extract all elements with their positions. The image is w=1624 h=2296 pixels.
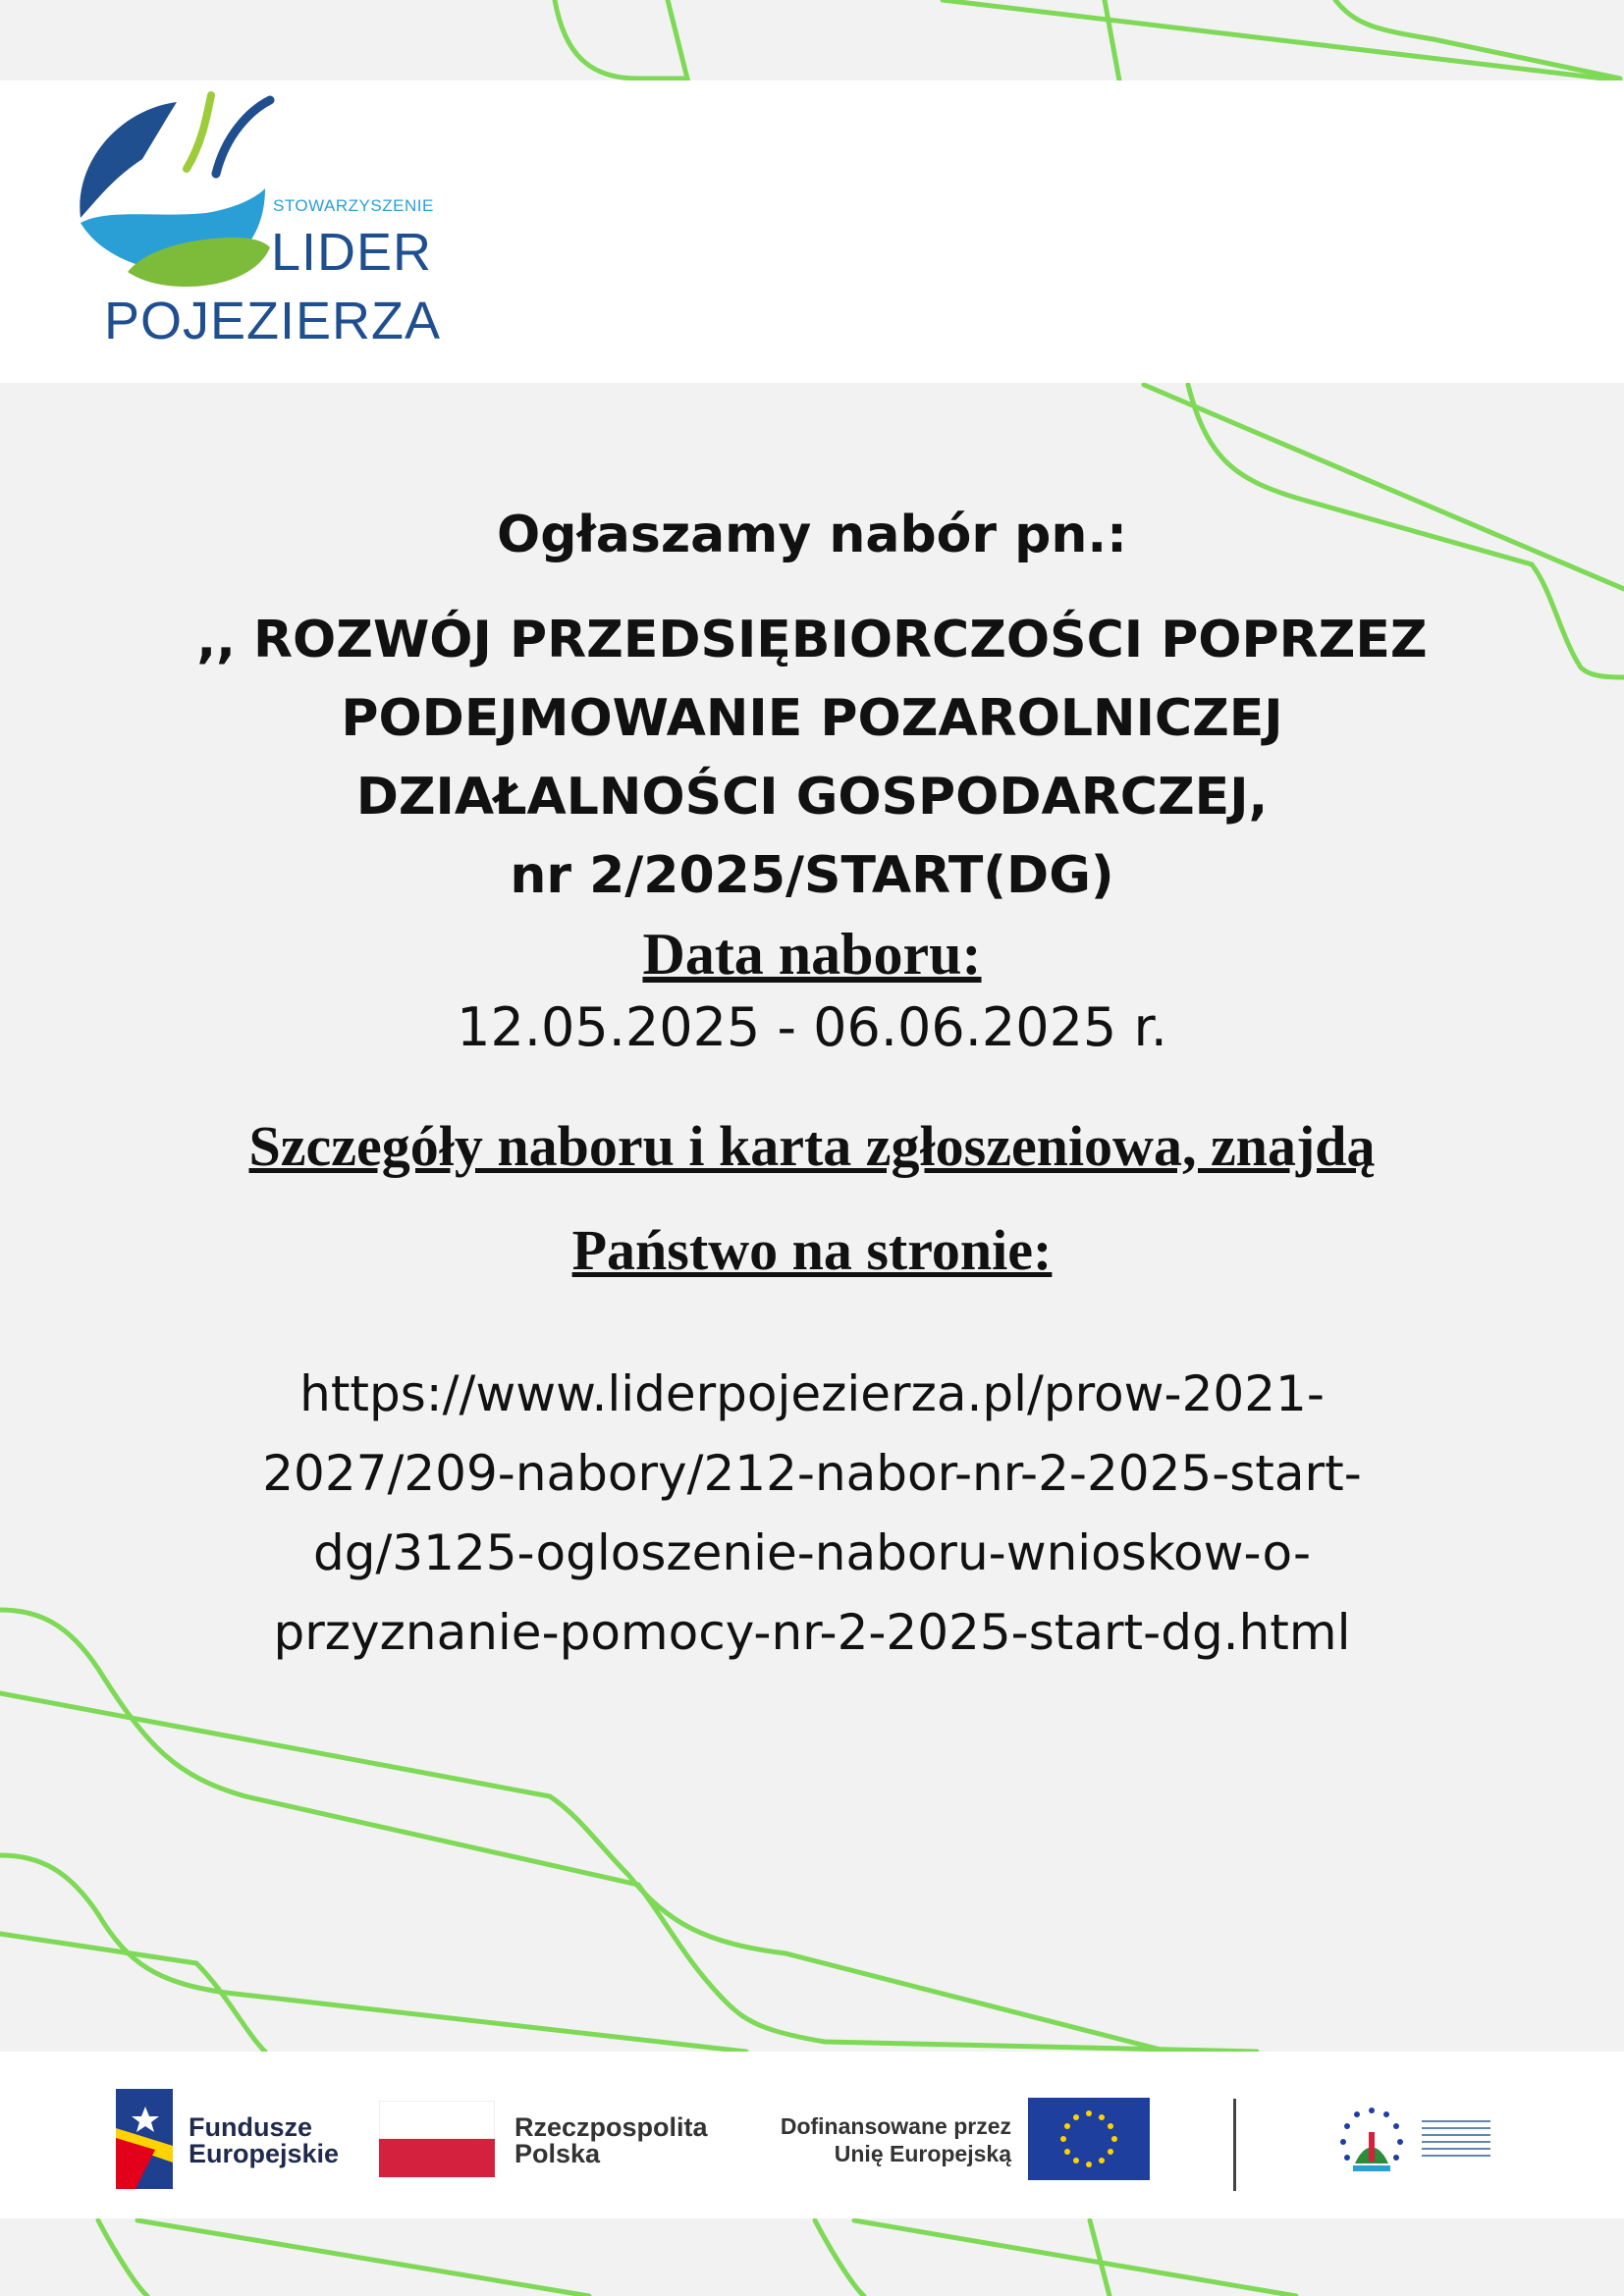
fe-line: Europejskie: [189, 2139, 340, 2168]
prow-logo-fine-print: [1422, 2120, 1490, 2160]
date-value: 12.05.2025 - 06.06.2025 r.: [457, 996, 1167, 1058]
eu-line: Dofinansowane przez: [780, 2113, 1011, 2139]
url-line[interactable]: 2027/209-nabory/212-nabor-nr-2-2025-start-: [262, 1445, 1362, 1502]
fundusze-europejskie-text: [189, 2114, 339, 2167]
url-line[interactable]: https://www.liderpojezierza.pl/prow-2021-: [299, 1365, 1325, 1422]
eu-flag-icon: [1028, 2098, 1150, 2180]
title-line: nr 2/2025/START(DG): [510, 846, 1114, 905]
footer-divider: [1233, 2099, 1236, 2191]
polish-flag-icon: [379, 2101, 495, 2177]
rp-line: Rzeczpospolita: [514, 2112, 708, 2142]
title-line: DZIAŁALNOŚCI GOSPODARCZEJ,: [355, 768, 1269, 827]
prow-logo-icon: [1326, 2103, 1418, 2181]
eu-cofinancing-text: [756, 2112, 1011, 2167]
logo-lider-text: LIDER: [271, 223, 433, 282]
title-line: ,, ROZWÓJ PRZEDSIĘBIORCZOŚCI POPRZEZ: [196, 611, 1428, 669]
title-line: PODEJMOWANIE POZAROLNICZEJ: [341, 689, 1283, 748]
announcement-intro: Ogłaszamy nabór pn.:: [497, 506, 1127, 564]
url-line[interactable]: dg/3125-ogloszenie-naboru-wnioskow-o-: [312, 1524, 1312, 1581]
fe-line: Fundusze: [189, 2112, 312, 2142]
details-line-2: Państwo na stronie:: [571, 1218, 1053, 1282]
fundusze-europejskie-icon: [116, 2089, 173, 2189]
rp-line: Polska: [514, 2139, 601, 2168]
logo-pojezierza-text: POJEZIERZA: [104, 292, 442, 350]
url-line[interactable]: przyznanie-pomocy-nr-2-2025-start-dg.html: [273, 1604, 1351, 1661]
rzeczpospolita-polska-text: [514, 2114, 708, 2167]
eu-line: Unię Europejską: [834, 2141, 1011, 2166]
logo-small-text: STOWARZYSZENIE: [273, 196, 434, 215]
details-url[interactable]: [147, 1355, 1477, 1673]
announcement-title: [147, 601, 1477, 915]
details-line-1: Szczegóły naboru i karta zgłoszeniowa, znajdą: [248, 1114, 1376, 1178]
date-label: Data naboru:: [642, 922, 982, 987]
